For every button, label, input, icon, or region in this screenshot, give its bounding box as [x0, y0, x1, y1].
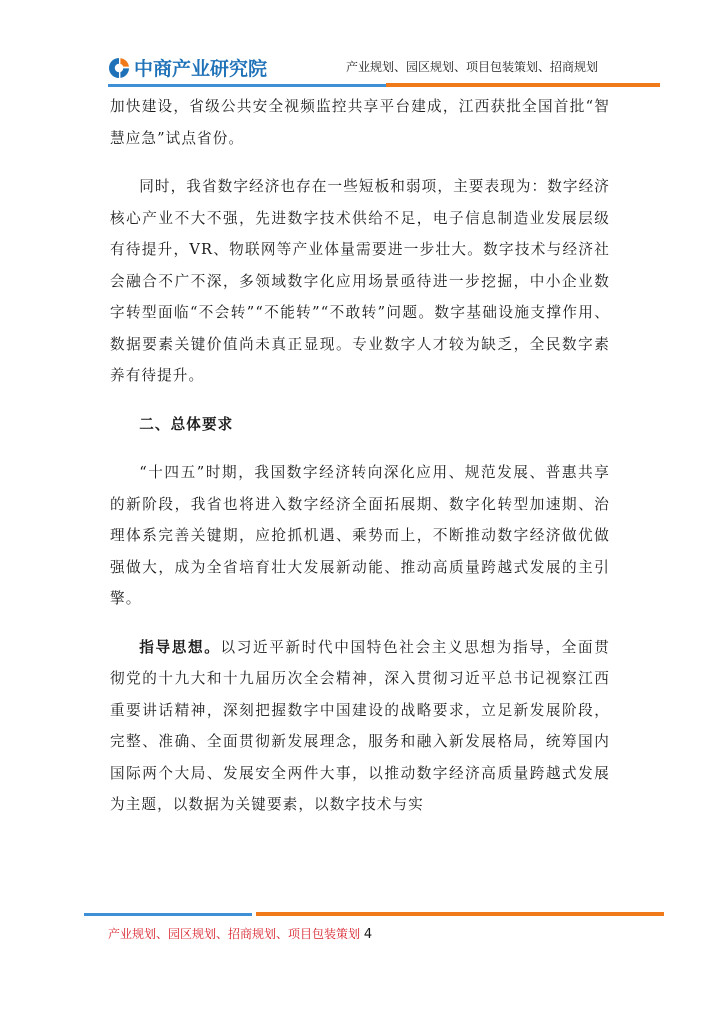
footer-rule-blue: [84, 913, 252, 916]
page-number: 4: [363, 927, 373, 942]
page-footer: [108, 925, 372, 942]
logo-mark-icon: [108, 57, 130, 79]
header-rule-orange: [386, 83, 660, 87]
logo-text: 中商产业研究院: [134, 58, 268, 80]
paragraph-shortcomings: 同时，我省数字经济也存在一些短板和弱项，主要表现为：数字经济核心产业不大不强，先进数字技术供给不足，电子信息制造业发展层级有待提升，VR、物联网等产业体量需要进一步壮大。数字技术与经济社会融合不广不深，多领域数字化应用场景亟待进一步挖掘，中小企业数字转型面临“不会转”“不能转”“不敢转”问题。数字基础设施支撑作用、数据要素关键价值尚未真正显现。专业数字人才较为缺乏，全民数字素养有待提升。: [110, 178, 611, 384]
guiding-thought-text: 以习近平新时代中国特色社会主义思想为指导，全面贯彻党的十九大和十九届历次全会精神，深入贯彻习近平总书记视察江西重要讲话精神，深刻把握数字中国建设的战略要求，立足新发展阶段，完整、准确、全面贯彻新发展理念，服务和融入新发展格局，统筹国内国际两个大局、发展安全两件大事，以推动数字经济高质量跨越式发展为主题，以数据为关键要素，以数字技术与实: [110, 638, 610, 813]
page-header: [0, 0, 724, 95]
paragraph-guiding-thought: [110, 632, 610, 821]
footer-rule-orange: [256, 912, 664, 916]
footer-tagline: 产业规划、园区规划、招商规划、项目包装策划: [108, 927, 361, 941]
paragraph-continuation: 加快建设，省级公共安全视频监控共享平台建成，江西获批全国首批“智慧应急”试点省份。: [110, 98, 610, 147]
header-rule-blue: [108, 84, 386, 87]
logo: [108, 54, 267, 81]
header-tagline: 产业规划、园区规划、项目包装策划、招商规划: [346, 60, 599, 74]
paragraph-fourteenth-five-year: “十四五”时期，我国数字经济转向深化应用、规范发展、普惠共享的新阶段，我省也将进入数字经济全面拓展期、数字化转型加速期、治理体系完善关键期，应抢抓机遇、乘势而上，不断推动数字经济做优做强做大，成为全省培育壮大发展新动能、推动高质量跨越式发展的主引擎。: [110, 464, 610, 607]
guiding-thought-lead: 指导思想。: [139, 638, 221, 656]
section-heading: 二、总体要求: [139, 415, 234, 433]
document-body: [110, 91, 610, 821]
